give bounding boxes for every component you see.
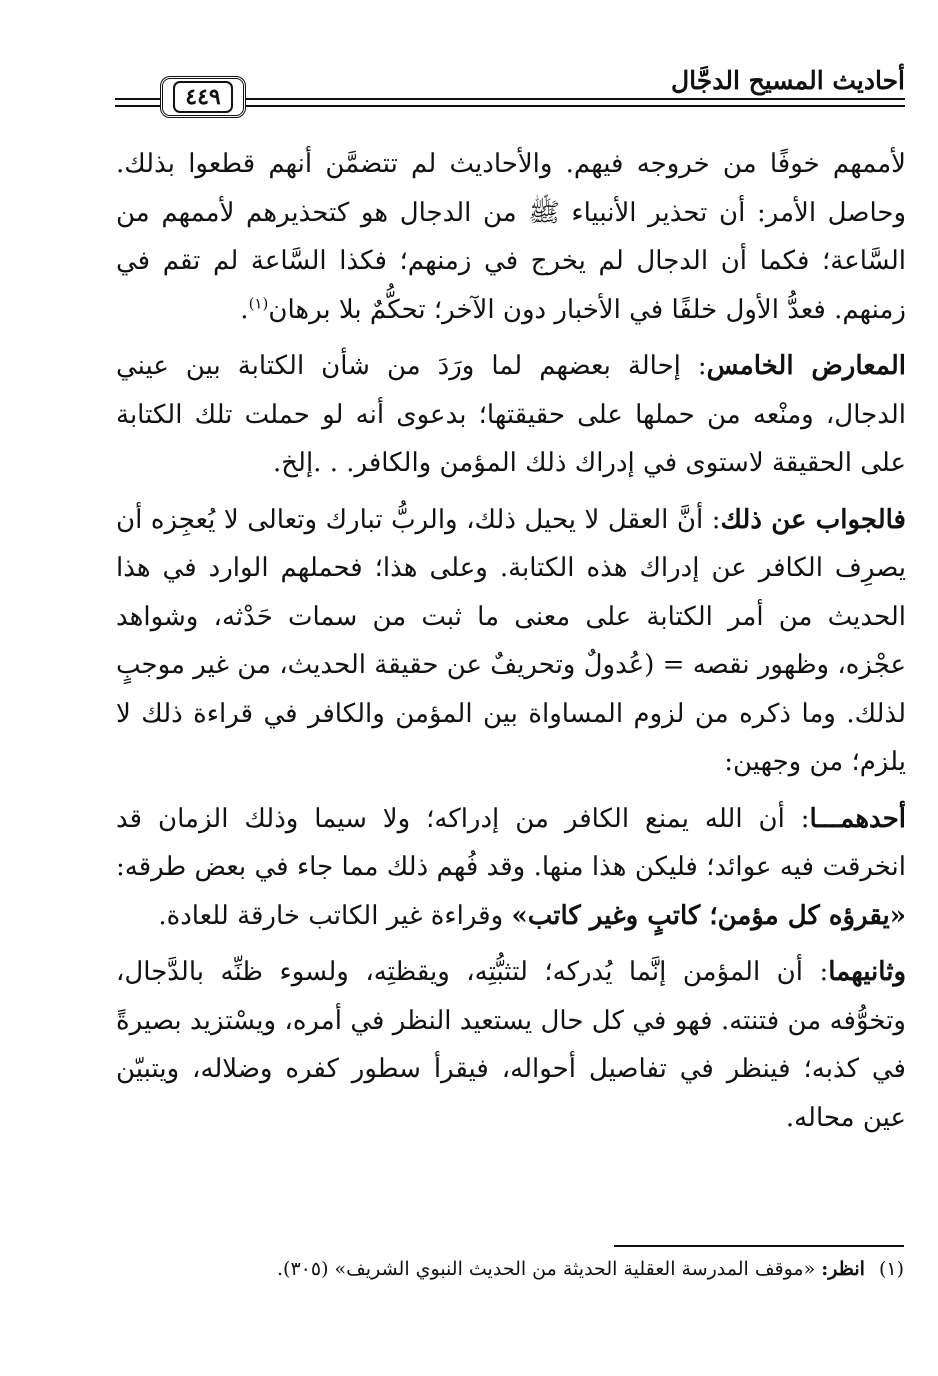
footnote-label: انظر: (821, 1258, 865, 1280)
paragraph-5-heading: وثانيهما (828, 957, 906, 987)
paragraph-3-text: : أنَّ العقل لا يحيل ذلك، والربُّ تبارك وتعالى لا يُعجِزه أن يصرِف الكافر عن إدراك هذه الكتابة. وعلى هذا؛ فحملهم الوارد في هذا الحديث من أمر الكتابة على معنى ما ثبت من سمات حَدْثه، وشواهد عجْزه، وظهور نقصه = (عُدولٌ وتحريفٌ عن حقيقة الحديث، من غير موجبٍ لذلك. وما ذكره من لزوم المساواة بين المؤمن والكافر في قراءة ذلك لا يلزم؛ من وجهين: (116, 504, 906, 777)
paragraph-3 (116, 496, 906, 787)
paragraph-4-heading: أحدهمـــا (809, 803, 906, 834)
paragraph-4-text-end: وقراءة غير الكاتب خارقة للعادة. (158, 900, 512, 931)
main-text (116, 140, 906, 1142)
paragraph-4-text: : أن الله يمنع الكافر من إدراكه؛ ولا سيما وذلك الزمان قد انخرقت فيه عوائد؛ فليكن هذا منها. وقد فُهم ذلك مما جاء في بعض طرقه: (116, 803, 906, 882)
paragraph-3-heading: فالجواب عن ذلك (720, 504, 906, 535)
hadith-quote: «يقرؤه كل مؤمن؛ كاتبٍ وغير كاتب» (511, 900, 906, 931)
paragraph-5 (116, 948, 906, 1142)
footnote-number: (١) (878, 1258, 904, 1280)
footnote-text: «موقف المدرسة العقلية الحديثة من الحديث النبوي الشريف» (٣٠٥). (276, 1258, 822, 1280)
running-title: أحاديث المسيح الدجَّال (671, 66, 905, 95)
paragraph-4 (116, 795, 906, 941)
paragraph-1 (116, 140, 906, 334)
paragraph-1-text: لأممهم خوفًا من خروجه فيهم. والأحاديث لم تتضمَّن أنهم قطعوا بذلك. وحاصل الأمر: أن تحذير الأنبياء ﷺ من الدجال هو كتحذيرهم لأممهم من السَّاعة؛ فكما أن الدجال لم يخرج في زمنهم؛ فكذا السَّاعة لم تقم في زمنهم. فعدُّ الأول خلفًا في الأخبار دون الآخر؛ تحكُّمٌ بلا برهان (116, 149, 906, 325)
paragraph-1-end: . (240, 294, 249, 325)
paragraph-5-text: : أن المؤمن إنَّما يُدركه؛ لتثبُّتِه، ويقظتِه، ولسوء ظنِّه بالدَّجال، وتخوُّفه من فتنته. فهو في كل حال يستعيد النظر في أمره، ويسْتزيد بصيرةً في كذبه؛ فينظر في تفاصيل أحواله، فيقرأ سطور كفره وضلاله، ويتبيّن عين محاله. (116, 957, 906, 1133)
footnote-reference[interactable]: (١) (248, 293, 269, 312)
paragraph-2 (116, 342, 906, 488)
page-number-frame (160, 76, 246, 118)
paragraph-2-heading: المعارض الخامس (706, 351, 906, 381)
page-number: ٤٤٩ (173, 81, 232, 113)
page-header (115, 60, 905, 120)
footnote (116, 1254, 904, 1284)
paragraph-2-text: : إحالة بعضهم لما ورَدَ من شأن الكتابة بين عيني الدجال، ومنْعه من حملها على حقيقتها؛ بدعوى أنه لو حملت تلك الكتابة على الحقيقة لاستوى في إدراك ذلك المؤمن والكافر. . .إلخ. (116, 351, 906, 478)
footnote-separator (614, 1245, 904, 1247)
